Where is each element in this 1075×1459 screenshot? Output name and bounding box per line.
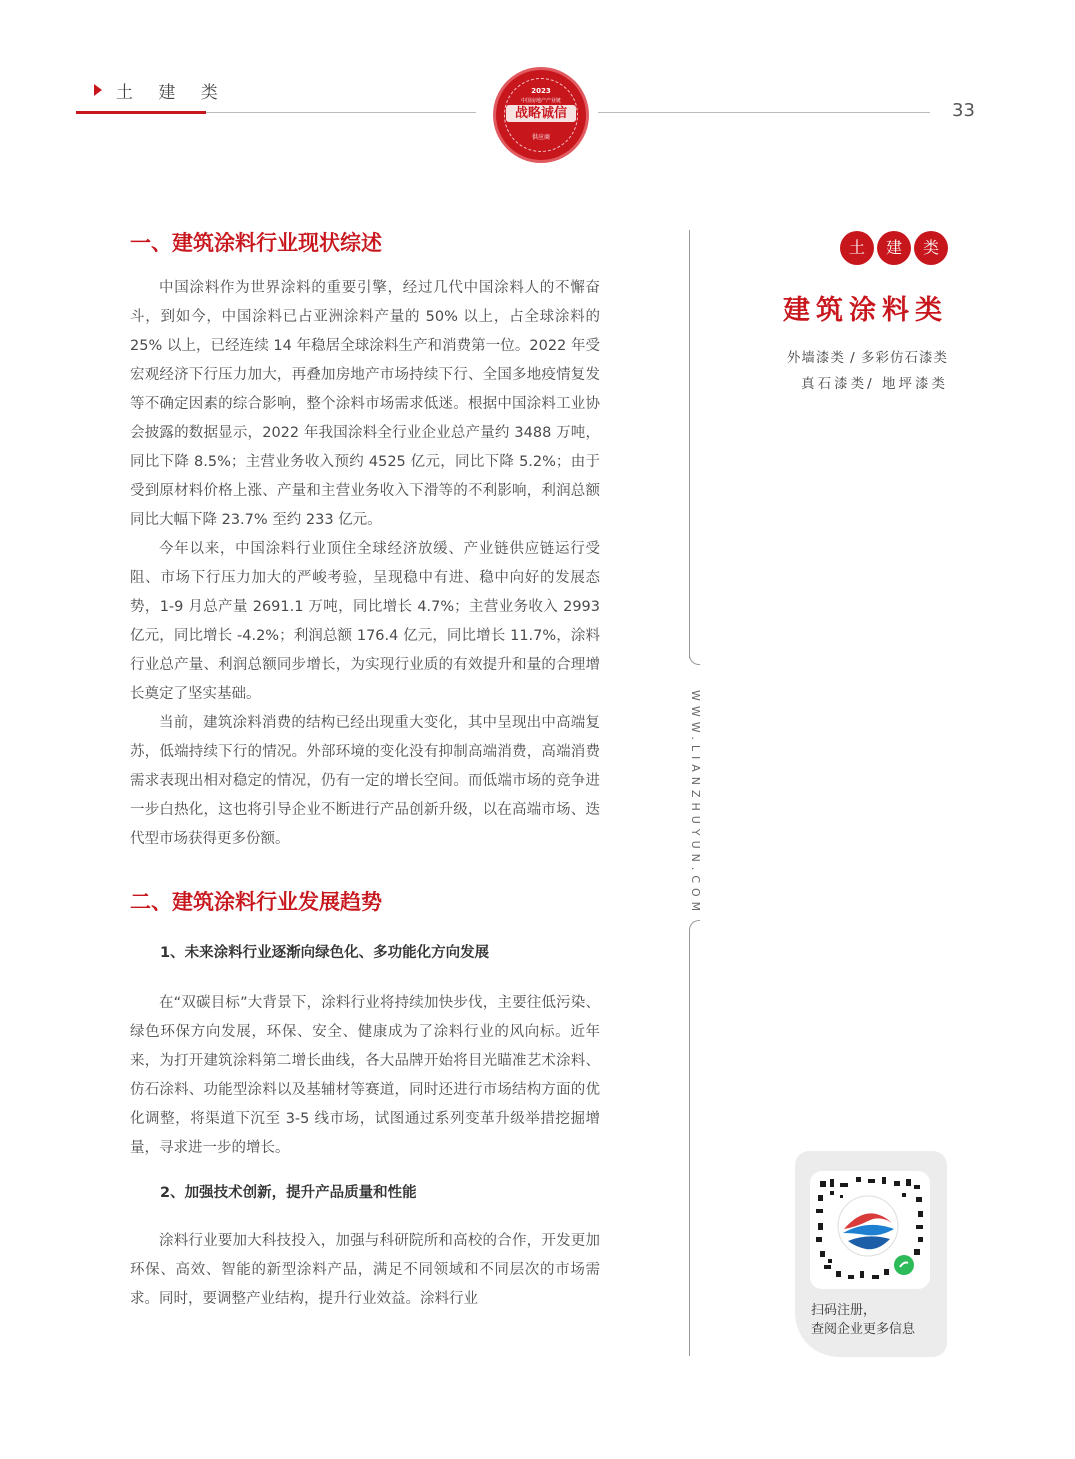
sidebar-title: 建筑涂料类 xyxy=(783,295,948,326)
sidebar-subcategories-2: 真石漆类/ 地坪漆类 xyxy=(801,376,948,392)
badge-lei: 类 xyxy=(914,231,948,265)
section-1-paragraph-3: 当前，建筑涂料消费的结构已经出现重大变化，其中呈现出中高端复苏，低端持续下行的情况。外部环境的变化没有抑制高端消费，高端消费需求表现出相对稳定的情况，仍有一定的增长空间。而低端市场的竞争进一步白热化，这也将引导企业不断进行产品创新升级，以在高端市场、迭代型市场获得更多份额。 xyxy=(130,715,600,847)
qr-code-graphic xyxy=(810,1171,930,1289)
badge-tu: 土 xyxy=(840,231,874,265)
section-1-title: 一、建筑涂料行业现状综述 xyxy=(130,231,382,255)
qr-caption xyxy=(811,1301,915,1339)
qr-card xyxy=(795,1151,947,1357)
section-1-paragraph-1: 中国涂料作为世界涂料的重要引擎，经过几代中国涂料人的不懈奋斗，到如今，中国涂料已占亚洲涂料产量的 50% 以上，占全球涂料的 25% 以上，已经连续 14 年稳居全球涂料生产和消费第一位。2022 年受宏观经济下行压力加大，再叠加房地产市场持续下行、全国多地疫情复发等不确定因素的综合影响，整个涂料市场需求低迷。根据中国涂料工业协会披露的数据显示，2022 年我国涂料全行业企业总产量约 3488 万吨，同比下降 8.5%；主营业务收入预约 4525 亿元，同比下降 5.2%；由于受到原材料价格上涨、产量和主营业务收入下滑等的不利影响，利润总额同比大幅下降 23.7% 至约 233 亿元。 xyxy=(130,280,600,528)
page-number: 33 xyxy=(952,100,975,121)
divider-bottom xyxy=(689,930,690,1356)
section-2-title: 二、建筑涂料行业发展趋势 xyxy=(130,890,382,914)
seal-bottom-text: 供应商 xyxy=(531,134,550,141)
sidebar-subcategories-1: 外墙漆类 / 多彩仿石漆类 xyxy=(786,350,948,366)
seal-big-text: 战略诚信 xyxy=(506,105,576,122)
header-rule-right xyxy=(598,112,930,113)
seal-small-text: 中国房地产产业链 xyxy=(520,98,561,104)
qr-caption-line-2: 查阅企业更多信息 xyxy=(811,1322,916,1337)
section-2-subheading-2: 2、加强技术创新，提升产品质量和性能 xyxy=(160,1185,417,1201)
divider-top xyxy=(689,230,690,658)
section-2-subheading-1: 1、未来涂料行业逐渐向绿色化、多功能化方向发展 xyxy=(160,945,490,961)
section-2-paragraph-2: 涂料行业要加大科技投入，加强与科研院所和高校的合作，开发更加环保、高效、智能的新型涂料产品，满足不同领域和不同层次的市场需求。同时，要调整产业结构，提升行业效益。涂料行业 xyxy=(130,1233,600,1307)
badge-jian: 建 xyxy=(877,231,911,265)
article-body xyxy=(130,226,600,1314)
website-url: WWW.LIANZHUYUN.COM xyxy=(689,690,702,917)
divider-curve-top xyxy=(689,650,700,665)
category-badges xyxy=(840,231,948,267)
header-rule-accent xyxy=(76,111,206,114)
mini-program-qr-code[interactable] xyxy=(810,1171,930,1289)
award-seal-logo xyxy=(496,70,586,160)
section-1-paragraph-2: 今年以来，中国涂料行业顶住全球经济放缓、产业链供应链运行受阻、市场下行压力加大的严峻考验，呈现稳中有进、稳中向好的发展态势，1-9 月总产量 2691.1 万吨，同比增长 4.7%；主营业务收入 2993 亿元，同比增长 -4.2%；利润总额 176.4 亿元，同比增长 11.7%，涂料行业总产量、利润总额同步增长，为实现行业质的有效提升和量的合理增长奠定了坚实基础。 xyxy=(130,541,600,702)
header-category: 土 建 类 xyxy=(116,83,228,103)
divider-curve-bottom xyxy=(689,920,700,935)
section-2-paragraph-1: 在“双碳目标”大背景下，涂料行业将持续加快步伐，主要往低污染、绿色环保方向发展，环保、安全、健康成为了涂料行业的风向标。近年来，为打开建筑涂料第二增长曲线，各大品牌开始将目光瞄准艺术涂料、仿石涂料、功能型涂料以及基辅材等赛道，同时还进行市场结构方面的优化调整，将渠道下沉至 3-5 线市场，试图通过系列变革升级举措挖掘增量，寻求进一步的增长。 xyxy=(130,995,600,1156)
seal-year: 2023 xyxy=(531,87,551,95)
qr-caption-line-1: 扫码注册， xyxy=(811,1303,877,1318)
play-arrow-icon xyxy=(94,84,102,96)
